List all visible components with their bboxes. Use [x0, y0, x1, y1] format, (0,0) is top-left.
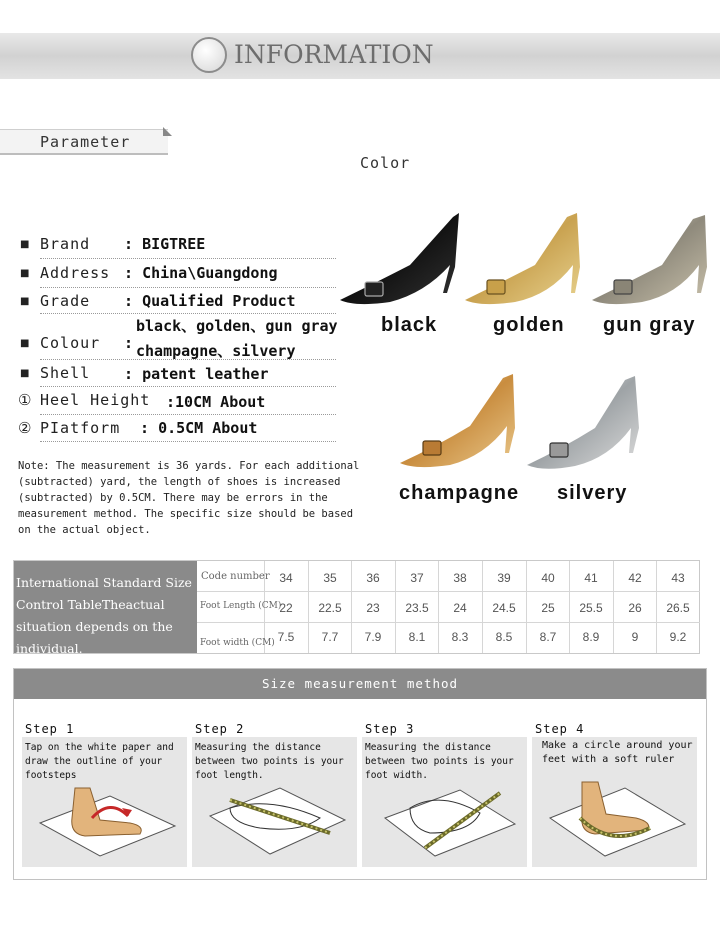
- code-number-cell: 42: [628, 571, 642, 585]
- code-number-cell: 34: [279, 571, 293, 585]
- param-value-address: : China\Guangdong: [124, 264, 278, 282]
- row-divider: [40, 414, 336, 415]
- bullet-icon: ■: [20, 368, 30, 379]
- step-1-title: Step 1: [25, 722, 75, 736]
- step-1-description: Tap on the white paper and draw the outline of your footsteps: [25, 742, 174, 781]
- shoe-label-golden: golden: [493, 314, 565, 336]
- step-4-illustration: [540, 778, 690, 863]
- row-divider: [40, 386, 336, 387]
- param-label-platform: PIatform: [40, 419, 121, 437]
- header-code-number: Code number: [201, 571, 270, 582]
- measurement-title: Size measurement method: [261, 676, 459, 691]
- step-3-title: Step 3: [365, 722, 415, 736]
- shoe-champagne-image: [400, 374, 515, 467]
- heel-height-marker: ①: [18, 391, 33, 409]
- param-label-grade: Grade: [40, 292, 91, 310]
- shoe-label-champagne: champagne: [399, 482, 520, 504]
- row-divider: [40, 313, 336, 314]
- step-1-illustration: [30, 778, 180, 863]
- step-2-description: Measuring the distance between two points is your foot length.: [195, 742, 344, 781]
- foot-length-cell: 23.5: [405, 601, 429, 615]
- param-label-shell: Shell: [40, 364, 91, 382]
- shoe-golden-image: [465, 213, 580, 304]
- shoe-label-black: black: [381, 314, 438, 336]
- note-text: Note: The measurement is 36 yards. For each additional (subtracted) yard, the length of shoes is increased (subtracted) by 0.5CM. There may be errors in the measurement method. The specific size should be based on the actual object.: [18, 460, 360, 536]
- param-label-colour: Colour: [40, 334, 101, 352]
- foot-width-cell: 9.2: [669, 630, 687, 644]
- foot-width-cell: 8.1: [408, 630, 426, 644]
- size-table-description: International Standard Size Control TableTheactual situation depends on the individual.: [16, 575, 192, 656]
- bullet-icon: ■: [20, 239, 30, 250]
- foot-length-cell: 25.5: [579, 601, 603, 615]
- param-value-colour-line2: champagne、silvery: [136, 342, 296, 360]
- foot-length-cell: 23: [366, 601, 380, 615]
- bullet-icon: ■: [20, 338, 30, 349]
- shoe-silvery-image: [527, 376, 639, 469]
- tab-corner-decoration: [163, 127, 172, 136]
- param-value-brand: : BIGTREE: [124, 235, 206, 253]
- code-number-cell: 35: [323, 571, 337, 585]
- bullet-icon: ■: [20, 296, 30, 307]
- param-value-grade: : Qualified Product: [124, 292, 296, 310]
- foot-width-cell: 8.5: [495, 630, 513, 644]
- step-3-illustration: [370, 778, 520, 863]
- code-number-cell: 36: [366, 571, 380, 585]
- table-row-divider: [197, 591, 700, 592]
- param-label-brand: Brand: [40, 235, 91, 253]
- step-4-title: Step 4: [535, 722, 585, 736]
- param-label-address: Address: [40, 264, 111, 282]
- shoe-gun-gray-image: [592, 215, 707, 304]
- param-label-heel-height: Heel Height: [40, 391, 151, 409]
- foot-width-cell: 8.9: [582, 630, 600, 644]
- color-heading: Color: [360, 154, 411, 172]
- param-value-shell: : patent leather: [124, 365, 269, 383]
- foot-width-cell: 7.5: [277, 630, 295, 644]
- shoe-label-silvery: silvery: [557, 482, 628, 504]
- foot-width-cell: 8.7: [539, 630, 557, 644]
- parameter-label: Parameter: [40, 133, 131, 151]
- code-number-cell: 39: [497, 571, 511, 585]
- foot-length-cell: 24: [453, 601, 467, 615]
- foot-length-cell: 24.5: [492, 601, 516, 615]
- code-number-cell: 37: [410, 571, 424, 585]
- param-value-platform: : 0.5CM About: [140, 419, 258, 437]
- foot-width-cell: 7.9: [364, 630, 382, 644]
- platform-marker: ②: [18, 419, 33, 437]
- foot-length-cell: 22: [279, 601, 293, 615]
- bullet-icon: ■: [20, 268, 30, 279]
- foot-length-cell: 25: [541, 601, 555, 615]
- param-colon: :: [124, 334, 134, 352]
- param-value-heel-height: :10CM About: [166, 393, 266, 411]
- shoe-black-image: [340, 213, 459, 304]
- code-number-cell: 43: [671, 571, 685, 585]
- banner-title: INFORMATION: [234, 40, 434, 69]
- param-value-colour-line1: black、golden、gun gray: [136, 317, 338, 335]
- foot-length-cell: 22.5: [318, 601, 342, 615]
- table-row-divider: [197, 622, 700, 623]
- code-number-cell: 41: [584, 571, 598, 585]
- row-divider: [40, 441, 336, 442]
- shoe-label-gun-gray: gun gray: [603, 314, 696, 336]
- shoe-images-top-row: [335, 205, 720, 325]
- row-divider: [40, 258, 336, 259]
- code-number-cell: 38: [453, 571, 467, 585]
- foot-length-cell: 26.5: [666, 601, 690, 615]
- foot-width-cell: 8.3: [451, 630, 469, 644]
- foot-width-cell: 9: [631, 630, 639, 644]
- header-foot-width: Foot width (CM): [200, 638, 275, 648]
- code-number-cell: 40: [541, 571, 555, 585]
- header-foot-length: Foot Length (CM): [200, 601, 282, 611]
- step-2-illustration: [200, 778, 350, 863]
- step-4-description: Make a circle around your feet with a soft ruler: [542, 740, 693, 765]
- row-divider: [40, 359, 336, 360]
- foot-length-cell: 26: [628, 601, 642, 615]
- circle-icon: [191, 37, 227, 73]
- row-divider: [40, 287, 336, 288]
- shoe-images-bottom-row: [395, 368, 655, 473]
- foot-width-cell: 7.7: [321, 630, 339, 644]
- step-3-description: Measuring the distance between two points is your foot width.: [365, 742, 514, 781]
- step-2-title: Step 2: [195, 722, 245, 736]
